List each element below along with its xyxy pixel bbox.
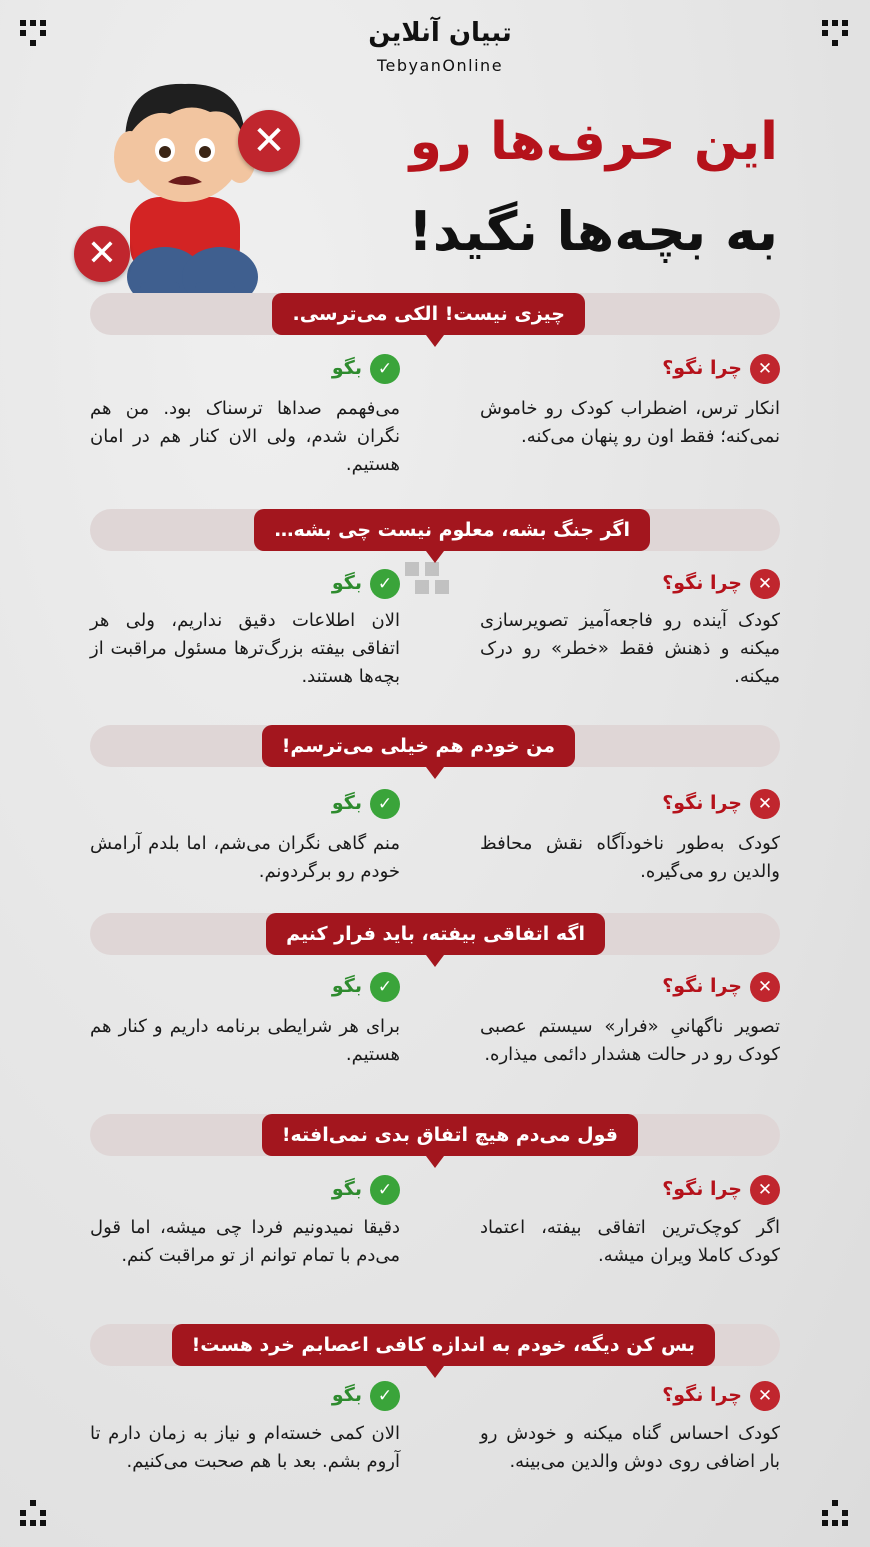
- section-6: [0, 1324, 870, 1524]
- close-icon: ✕: [750, 789, 780, 819]
- dont-heading: [662, 785, 780, 821]
- say-heading: [332, 565, 400, 601]
- why-text: کودک احساس گناه میکنه و خودش رو بار اضافی روی دوش والدین می‌بینه.: [480, 1423, 780, 1472]
- section-3: [0, 725, 870, 895]
- say-text: می‌فهمم صداها ترسناک بود. من هم نگران شدم، ولی الان کنار هم در امان هستیم.: [90, 398, 400, 475]
- red-cross-icon: ✕: [74, 226, 130, 282]
- quote-pill-tail: [426, 335, 444, 347]
- quote-pill: چیزی نیست! الکی می‌ترسی.: [272, 293, 585, 335]
- say-heading: [332, 968, 400, 1004]
- say-text: برای هر شرایطی برنامه داریم و کنار هم هستیم.: [90, 1016, 400, 1065]
- section-1: [0, 293, 870, 493]
- dont-heading: [662, 968, 780, 1004]
- say-label: بگو: [331, 975, 362, 997]
- why-text: کودک آینده رو فاجعه‌آمیز تصویرسازی میکنه و ذهنش فقط «خطر» رو درک میکنه.: [480, 610, 780, 687]
- section-5: [0, 1114, 870, 1314]
- dont-heading: [662, 350, 780, 386]
- check-icon: ✓: [370, 354, 400, 384]
- say-label: بگو: [331, 572, 362, 594]
- quote-pill: من خودم هم خیلی می‌ترسم!: [262, 725, 575, 767]
- quote-pill: بس کن دیگه، خودم به اندازه کافی اعصابم خرد هست!: [172, 1324, 715, 1366]
- quote-pill-tail: [426, 551, 444, 563]
- dont-heading: [662, 1377, 780, 1413]
- dont-label: چرا نگو؟: [662, 975, 742, 997]
- say-heading: [332, 350, 400, 386]
- quote-pill-tail: [426, 1156, 444, 1168]
- quote-pill-tail: [426, 955, 444, 967]
- quote-pill-tail: [426, 767, 444, 779]
- say-text: الان اطلاعات دقیق نداریم، ولی هر اتفاقی بیفته بزرگ‌ترها مسئول مراقبت از بچه‌ها هستند.: [90, 610, 400, 687]
- section-2: [0, 509, 870, 709]
- why-text: تصویر ناگهانیِ «فرار» سیستم عصبی کودک رو در حالت هشدار دائمی میذاره.: [480, 1016, 780, 1065]
- dont-label: چرا نگو؟: [662, 572, 742, 594]
- dont-heading: [662, 1171, 780, 1207]
- close-icon: ✕: [750, 1175, 780, 1205]
- why-text: کودک به‌طور ناخودآگاه نقش محافظ والدین رو می‌گیره.: [480, 833, 780, 882]
- close-icon: ✕: [750, 972, 780, 1002]
- say-heading: [332, 1171, 400, 1207]
- say-text: دقیقا نمیدونیم فردا چی میشه، اما قول می‌دم با تمام توانم از تو مراقبت کنم.: [90, 1217, 400, 1266]
- check-icon: ✓: [370, 1175, 400, 1205]
- close-icon: ✕: [750, 354, 780, 384]
- close-icon: ✕: [750, 1381, 780, 1411]
- check-icon: ✓: [370, 1381, 400, 1411]
- check-icon: ✓: [370, 569, 400, 599]
- corner-ornament-top-left: [20, 20, 46, 46]
- dont-label: چرا نگو؟: [662, 792, 742, 814]
- dont-label: چرا نگو؟: [662, 1384, 742, 1406]
- brand-logo-latin: TebyanOnline: [376, 56, 504, 75]
- quote-pill-tail: [426, 1366, 444, 1378]
- say-text: الان کمی خسته‌ام و نیاز به زمان دارم تا آروم بشم. بعد با هم صحبت می‌کنیم.: [90, 1423, 400, 1472]
- scared-child-illustration: [70, 62, 300, 332]
- close-icon: ✕: [750, 569, 780, 599]
- quote-pill: قول می‌دم هیچ اتفاق بدی نمی‌افته!: [262, 1114, 638, 1156]
- say-text: منم گاهی نگران می‌شم، اما بلدم آرامش خودم رو برگردونم.: [90, 833, 400, 882]
- dont-label: چرا نگو؟: [662, 357, 742, 379]
- say-heading: [332, 785, 400, 821]
- why-text: انکار ترس، اضطراب کودک رو خاموش نمی‌کنه؛ فقط اون رو پنهان می‌کنه.: [480, 398, 780, 447]
- section-4: [0, 913, 870, 1103]
- say-label: بگو: [331, 1178, 362, 1200]
- red-cross-icon: ✕: [238, 110, 300, 172]
- check-icon: ✓: [370, 789, 400, 819]
- say-label: بگو: [331, 357, 362, 379]
- why-text: اگر کوچک‌ترین اتفاقی بیفته، اعتماد کودک کاملا ویران میشه.: [480, 1217, 780, 1266]
- page-title-line2: به بچه‌ها نگید!: [408, 200, 778, 263]
- dont-heading: [662, 565, 780, 601]
- say-label: بگو: [331, 792, 362, 814]
- say-label: بگو: [331, 1384, 362, 1406]
- check-icon: ✓: [370, 972, 400, 1002]
- quote-pill: اگه اتفاقی بیفته، باید فرار کنیم: [266, 913, 605, 955]
- corner-ornament-top-right: [822, 20, 848, 46]
- brand-logo: تبیان آنلاین: [368, 18, 512, 48]
- page-title-line1: این حرف‌ها رو: [409, 112, 778, 172]
- say-heading: [332, 1377, 400, 1413]
- dont-label: چرا نگو؟: [662, 1178, 742, 1200]
- quote-pill: اگر جنگ بشه، معلوم نیست چی بشه…: [254, 509, 650, 551]
